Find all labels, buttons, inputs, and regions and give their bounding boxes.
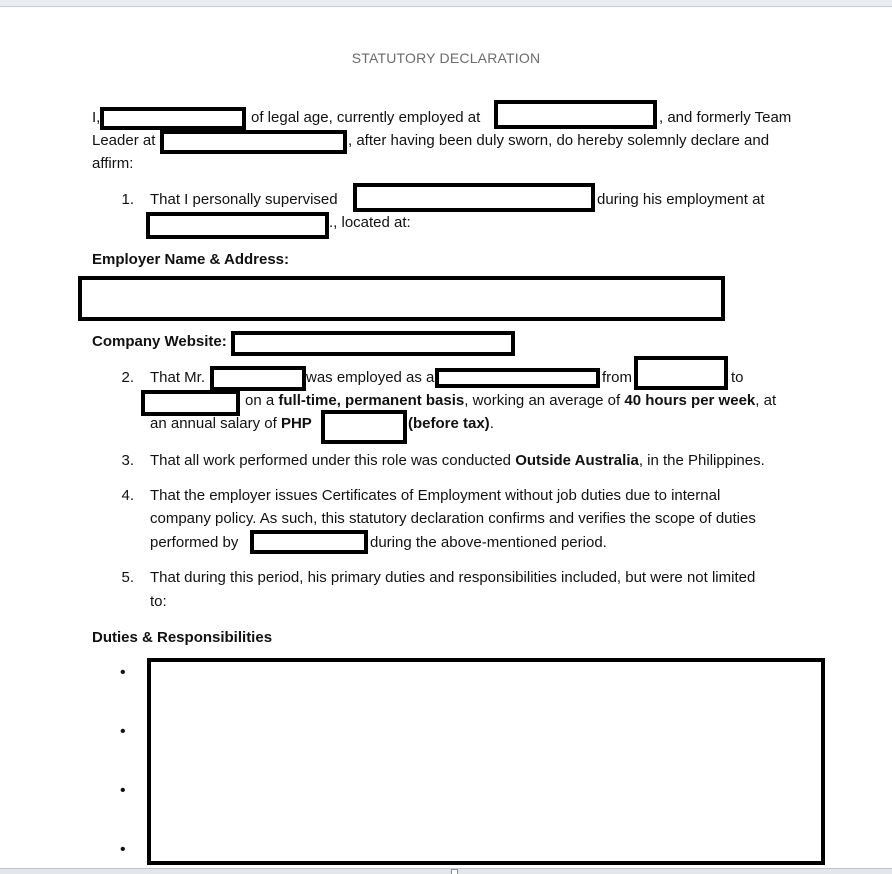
item3-text-c: , in the Philippines. bbox=[638, 452, 765, 469]
intro-line-2 bbox=[92, 132, 155, 150]
redaction-box bbox=[435, 368, 600, 388]
item1-text-b: during his employment at bbox=[597, 191, 765, 208]
intro-text: , and formerly Team bbox=[659, 109, 792, 126]
intro-line-1b bbox=[251, 109, 480, 127]
item2-text-f: full-time, permanent basis bbox=[278, 392, 465, 409]
item4-line-3a: performed by bbox=[150, 534, 239, 551]
bullet-glyph: • bbox=[120, 782, 126, 799]
item5-line-1: That during this period, his primary duties and responsibilities included, but were not limited bbox=[150, 569, 756, 586]
bullet-glyph: • bbox=[120, 841, 126, 858]
item2-text-a: That Mr. bbox=[150, 369, 206, 386]
item2-text-k: PHP bbox=[280, 415, 312, 432]
resize-handle[interactable] bbox=[451, 869, 458, 874]
intro-text: Leader at bbox=[92, 132, 156, 149]
redaction-box bbox=[146, 212, 329, 239]
duties-heading: Duties & Responsibilities bbox=[92, 629, 273, 646]
bullet-glyph: • bbox=[120, 664, 126, 681]
item2-text-g: , working an average of bbox=[464, 392, 621, 409]
bottom-window-edge bbox=[0, 868, 892, 874]
item2-line-2 bbox=[245, 392, 776, 410]
item2-text-d: to bbox=[731, 369, 744, 386]
intro-line-3 bbox=[92, 155, 133, 173]
item4-line-2: company policy. As such, this statutory declaration confirms and verifies the scope of duties bbox=[150, 510, 756, 527]
intro-text: affirm: bbox=[92, 155, 134, 172]
item2-text-h: 40 hours per week bbox=[624, 392, 756, 409]
redaction-box bbox=[100, 107, 246, 130]
redaction-box bbox=[321, 410, 407, 444]
redaction-box bbox=[634, 356, 728, 390]
document-title: STATUTORY DECLARATION bbox=[351, 50, 541, 66]
item2-text-e: on a bbox=[245, 392, 275, 409]
item-number: 3. bbox=[121, 452, 134, 469]
item5-line-2: to: bbox=[150, 593, 167, 610]
item2-line-3 bbox=[150, 415, 312, 433]
item1-text-a: That I personally supervised bbox=[150, 191, 338, 208]
item1-text-c: ., located at: bbox=[329, 214, 411, 231]
employer-heading: Employer Name & Address: bbox=[92, 251, 290, 268]
item2-text-m: . bbox=[489, 415, 494, 432]
redaction-box-employer bbox=[78, 276, 725, 321]
redaction-box bbox=[141, 390, 240, 416]
item2-text-b: was employed as a bbox=[306, 369, 435, 386]
item2-line-3b bbox=[408, 415, 494, 433]
redaction-box bbox=[210, 366, 306, 391]
item-number: 2. bbox=[121, 369, 134, 386]
item2-text-l: (before tax) bbox=[408, 415, 490, 432]
top-window-edge bbox=[0, 0, 892, 7]
bullet-glyph: • bbox=[120, 723, 126, 740]
website-label: Company Website: bbox=[92, 333, 227, 350]
intro-line-1c bbox=[659, 109, 791, 127]
item-number: 5. bbox=[121, 569, 134, 586]
item2-text-j: an annual salary of bbox=[150, 415, 277, 432]
redaction-box bbox=[494, 100, 657, 129]
redaction-box bbox=[250, 530, 368, 554]
intro-text: I, bbox=[92, 109, 101, 126]
item4-line-1: That the employer issues Certificates of Employment without job duties due to internal bbox=[150, 487, 721, 504]
redaction-box-duties bbox=[147, 658, 825, 865]
item2-text-c: from bbox=[602, 369, 632, 386]
redaction-box bbox=[231, 331, 515, 356]
item3-text-a: That all work performed under this role was conducted bbox=[150, 452, 512, 469]
redaction-box bbox=[160, 130, 347, 154]
redaction-box bbox=[353, 183, 595, 212]
intro-text: , after having been duly sworn, do hereby solemnly declare and bbox=[348, 132, 770, 149]
item3-text-b: Outside Australia bbox=[515, 452, 639, 469]
item-number: 4. bbox=[121, 487, 134, 504]
item4-line-3b: during the above-mentioned period. bbox=[370, 534, 607, 551]
intro-line-2b bbox=[348, 132, 769, 150]
intro-text: of legal age, currently employed at bbox=[251, 109, 481, 126]
item3-text bbox=[150, 452, 765, 470]
item-number: 1. bbox=[121, 191, 134, 208]
item2-text-i: , at bbox=[755, 392, 777, 409]
